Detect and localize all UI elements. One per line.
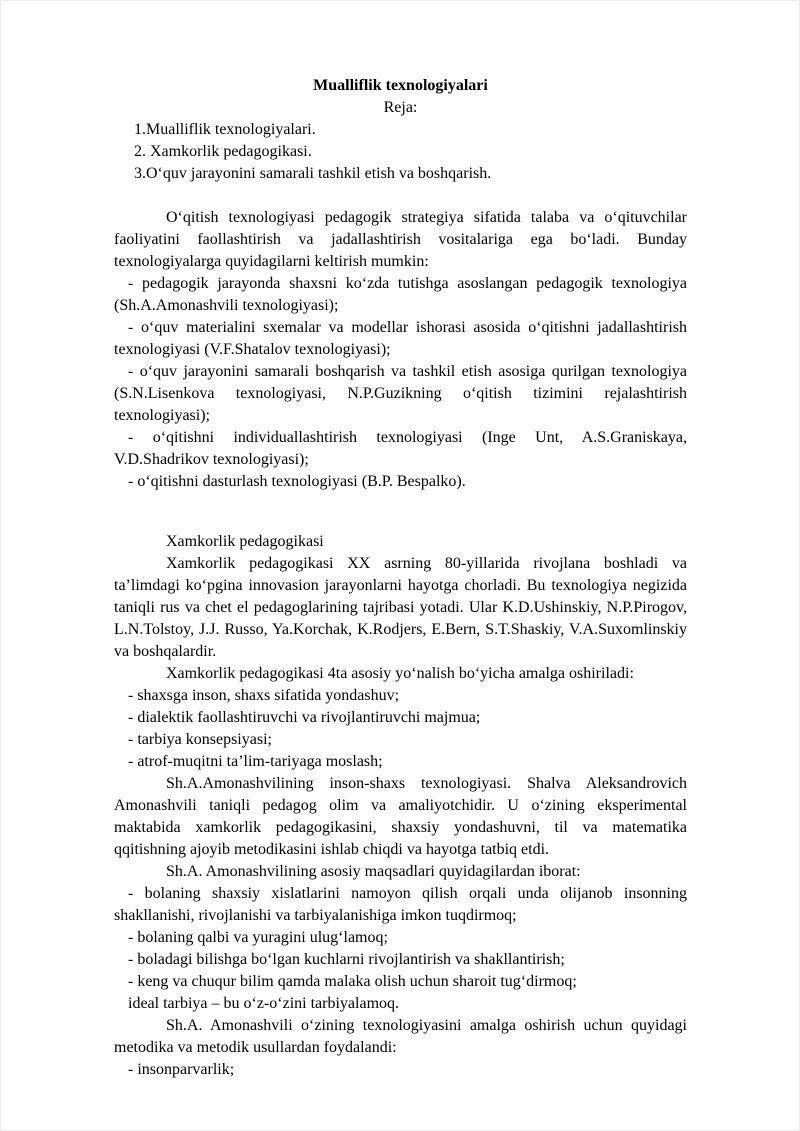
document-body	[114, 75, 687, 1081]
bullet-item: - pedagogik jarayonda shaxsni ko‘zda tutishga asoslangan pedagogik texnologiya (Sh.A.Amonashvili texnologiyasi);	[114, 275, 687, 314]
paragraph: Xamkorlik pedagogikasi	[166, 533, 324, 550]
spacer	[114, 185, 687, 207]
bullet-item: - shaxsga inson, shaxs sifatida yondashuv;	[128, 687, 400, 704]
paragraph: Sh.A.Amonashvilining inson-shaxs texnologiyasi. Shalva Aleksandrovich Amonashvili taniqli pedagog olim va amaliyotchidir. U o‘zining eksperimental maktabida xamkorlik pedagogikasini, shaxsiy yondashuvni, til va matematika qqitishning ajoyib metodikasini ishlab chiqdi va hayotga tatbiq etdi.	[114, 775, 687, 858]
bullet-item: - tarbiya konsepsiyasi;	[128, 731, 272, 748]
paragraph: Xamkorlik pedagogikasi 4ta asosiy yo‘nalish bo‘yicha amalga oshiriladi:	[166, 665, 634, 682]
bullet-item: - boladagi bilishga bo‘lgan kuchlarni rivojlantirish va shakllantirish;	[128, 951, 565, 968]
bullet-item: ideal tarbiya – bu o‘z-o‘zini tarbiyalamoq.	[128, 995, 400, 1012]
bullet-item: - keng va chuqur bilim qamda malaka olish uchun sharoit tug‘dirmoq;	[128, 973, 577, 990]
list-item: 1.Mualliflik texnologiyalari.	[134, 121, 316, 138]
bullet-item: - insonparvarlik;	[128, 1061, 235, 1078]
bullet-item: - o‘quv materialini sxemalar va modellar ishorasi asosida o‘qitishni jadallashtirish texnologiyasi (V.F.Shatalov texnologiyasi);	[114, 319, 687, 358]
bullet-item: - bolaning qalbi va yuragini ulug‘lamoq;	[128, 929, 388, 946]
document-subtitle: Reja:	[383, 99, 418, 116]
paragraph: Xamkorlik pedagogikasi XX asrning 80-yillarida rivojlana boshladi va ta’limdagi ko‘pgina innovasion jarayonlarni hayotga chorladi. Bu texnologiya negizida taniqli rus va chet el pedagoglarining tajribasi yotadi. Ular K.D.Ushinskiy, N.P.Pirogov, L.N.Tolstoy, J.J. Russo, Ya.Korchak, K.Rodjers, E.Bern, S.T.Shaskiy, V.A.Suxomlinskiy va boshqalardir.	[114, 555, 687, 660]
paragraph: Sh.A. Amonashvili o‘zining texnologiyasini amalga oshirish uchun quyidagi metodika va metodik usullardan foydalandi:	[114, 1017, 687, 1056]
bullet-item: - atrof-muqitni ta’lim-tariyaga moslash;	[128, 753, 383, 770]
spacer	[114, 493, 687, 531]
bullet-item: - o‘qitishni dasturlash texnologiyasi (B.P. Bespalko).	[128, 473, 466, 490]
bullet-item: - o‘qitishni individuallashtirish texnologiyasi (Inge Unt, A.S.Graniskaya, V.D.Shadrikov texnologiyasi);	[114, 429, 687, 468]
paragraph: O‘qitish texnologiyasi pedagogik strategiya sifatida talaba va o‘qituvchilar faoliyatini faollashtirish va jadallashtirish vositalariga ega bo‘ladi. Bunday texnologiyalarga quyidagilarni keltirish mumkin:	[114, 209, 687, 270]
bullet-item: - o‘quv jarayonini samarali boshqarish va tashkil etish asosiga qurilgan texnologiya (S.N.Lisenkova texnologiyasi, N.P.Guzikning o‘qitish tizimini rejalashtirish texnologiyasi);	[114, 363, 687, 424]
document-title: Mualliflik texnologiyalari	[313, 77, 488, 94]
bullet-item: - bolaning shaxsiy xislatlarini namoyon qilish orqali unda olijanob insonning shakllanishi, rivojlanishi va tarbiyalanishiga imkon tuqdirmoq;	[114, 885, 687, 924]
list-item: 2. Xamkorlik pedagogikasi.	[134, 143, 312, 160]
bullet-item: - dialektik faollashtiruvchi va rivojlantiruvchi majmua;	[128, 709, 481, 726]
list-item: 3.O‘quv jarayonini samarali tashkil etish va boshqarish.	[134, 165, 492, 182]
paragraph: Sh.A. Amonashvilining asosiy maqsadlari quyidagilardan iborat:	[166, 863, 581, 880]
